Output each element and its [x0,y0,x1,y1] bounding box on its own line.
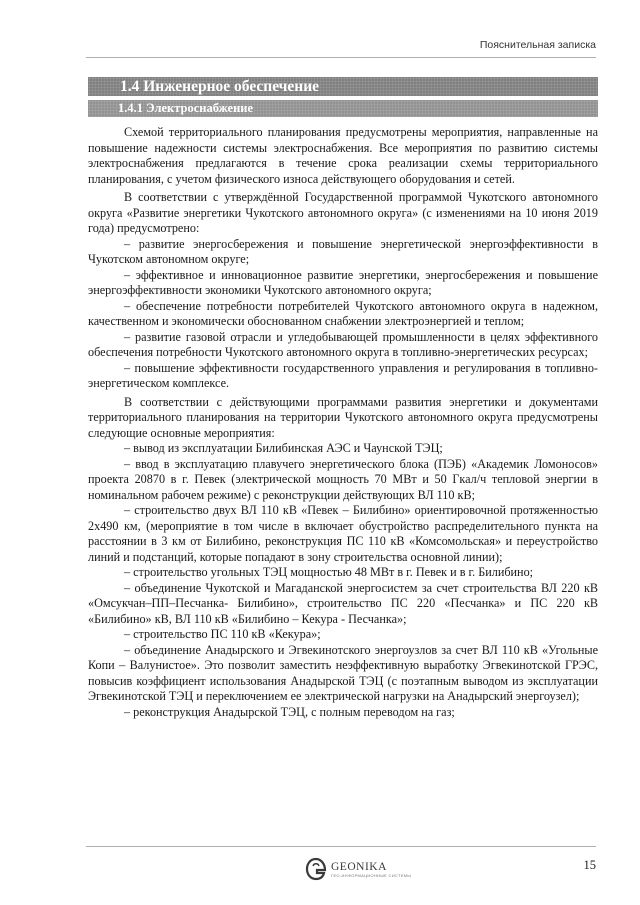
list-item: – строительство двух ВЛ 110 кВ «Певек – Билибино» ориентировочной протяженностью 2х490 км, (мероприятие в том числе в включает обустройство распределительного пункта на расстоянии в 3 км от Билибино, реконструкция ПС 110 кВ «Комсомольская» и переустройство линий и подстанций, которые попадают в зону строительства основной линии); [88,503,598,564]
paragraph: Схемой территориального планирования предусмотрены мероприятия, направленные на повышение надежности системы электроснабжения. Все мероприятия по развитию системы электроснабжения предлагаются в течение срока реализации схемы территориального планирования, с учетом физического износа действующего оборудования и сетей. [88,125,598,186]
document-header-note: Пояснительная записка [479,39,596,51]
list-item: – объединение Анадырского и Эгвекинотского энергоузлов за счет ВЛ 110 кВ «Угольные Копи – Валунистое». Это позволит заместить неэффективную выработку Эгвекинотской ГРЭС, повысив коэффициент использования Анадырской ТЭЦ (с поэтапным выводом из эксплуатации Эгвекинотской ТЭЦ и переключением ее электрической нагрузки на Анадырский энергоузел); [88,642,598,703]
list-item: – ввод в эксплуатацию плавучего энергетического блока (ПЭБ) «Академик Ломоносов» проекта 20870 в г. Певек (электрической мощность 70 МВт и 50 Гкал/ч тепловой энергии в номинальном рабочем режиме) с реконструкции действующих ВЛ 110 кВ; [88,456,598,502]
list-item: – повышение эффективности государственного управления и регулирования в топливно-энергетическом комплексе. [88,360,598,390]
list-item: – развитие энергосбережения и повышение энергетической энергоэффективности в Чукотском автономном округе; [88,236,598,266]
header-divider [86,57,596,58]
logo-name: GEONIKA [331,860,387,873]
list-item: – обеспечение потребности потребителей Чукотского автономного округа в надежном, качественном и экономически обоснованном снабжении электроэнергией и теплом; [88,298,598,328]
list-item: – реконструкция Анадырской ТЭЦ, с полным переводом на газ; [124,704,455,719]
page-number: 15 [583,858,596,872]
subsection-heading: 1.4.1 Электроснабжение [88,100,598,117]
paragraph: В соответствии с действующими программами развития энергетики и документами территориального планирования на территории Чукотского автономного округа предусмотрены следующие основные мероприятия: [88,394,598,440]
list-item: – развитие газовой отрасли и угледобывающей промышленности в целях эффективного обеспечения потребности Чукотского автономного округа в топливно-энергетических ресурсах; [88,329,598,359]
footer-divider [86,846,596,847]
list-item: – эффективное и инновационное развитие энергетики, энергосбережения и повышение энергоэффективности экономики Чукотского автономного округа; [88,267,598,297]
paragraph: В соответствии с утверждённой Государственной программой Чукотского автономного округа «Развитие энергетики Чукотского автономного округа» (с изменениями на 10 июня 2019 года) предусмотрено: [88,190,598,235]
geonika-logo [305,854,411,884]
list-item: – объединение Чукотской и Магаданской энергосистем за счет строительства ВЛ 220 кВ «Омсукчан–ПП–Песчанка- Билибино», строительство ПС 220 «Песчанка» и ПС 220 кВ «Билибино» кВ, ВЛ 110 кВ «Билибино – Кекура - Песчанка»; [88,580,598,626]
section-heading: 1.4 Инженерное обеспечение [88,77,598,96]
body-text [88,125,598,720]
list-item: – строительство угольных ТЭЦ мощностью 48 МВт в г. Певек и в г. Билибино; [124,565,534,579]
list-item: – вывод из эксплуатации Билибинская АЭС и Чаунской ТЭЦ; [124,441,443,455]
list-item: – строительство ПС 110 кВ «Кекура»; [124,627,321,641]
geonika-logo-icon [305,856,327,882]
logo-tagline: ГЕО-ИНФОРМАЦИОННЫЕ СИСТЕМЫ [331,872,412,878]
